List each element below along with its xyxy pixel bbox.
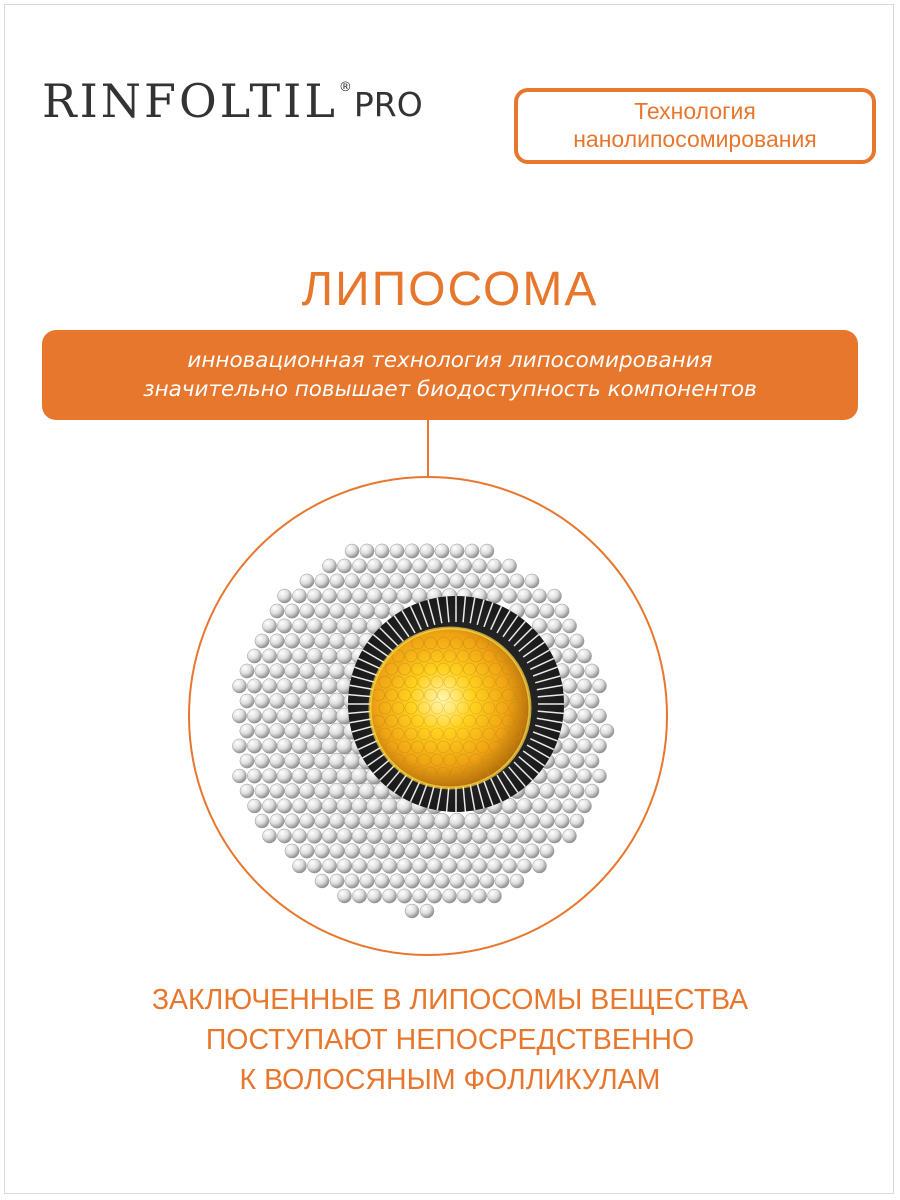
description-banner xyxy=(42,330,858,420)
banner-line-1: инновационная технология липосомирования xyxy=(187,347,713,373)
badge-line-1: Технология xyxy=(634,98,756,125)
brand-registered-mark: ® xyxy=(338,80,352,95)
brand-name: RINFOLTIL xyxy=(42,74,338,128)
bottom-caption xyxy=(0,980,900,1100)
connector-line xyxy=(427,420,429,478)
liposome-illustration xyxy=(188,476,668,956)
caption-line-1: ЗАКЛЮЧЕННЫЕ В ЛИПОСОМЫ ВЕЩЕСТВА xyxy=(151,984,749,1016)
caption-line-3: К ВОЛОСЯНЫМ ФОЛЛИКУЛАМ xyxy=(239,1064,661,1096)
badge-line-2: нанолипосомирования xyxy=(573,126,817,152)
caption-line-2: ПОСТУПАЮТ НЕПОСРЕДСТВЕННО xyxy=(205,1024,695,1056)
technology-badge xyxy=(514,88,876,164)
liposome-opening xyxy=(348,596,564,812)
banner-line-2: значительно повышает биодоступность компонентов xyxy=(143,377,757,402)
brand-logo xyxy=(42,74,423,128)
page-heading: ЛИПОСОМА xyxy=(301,263,599,316)
brand-suffix: PRO xyxy=(353,85,423,124)
